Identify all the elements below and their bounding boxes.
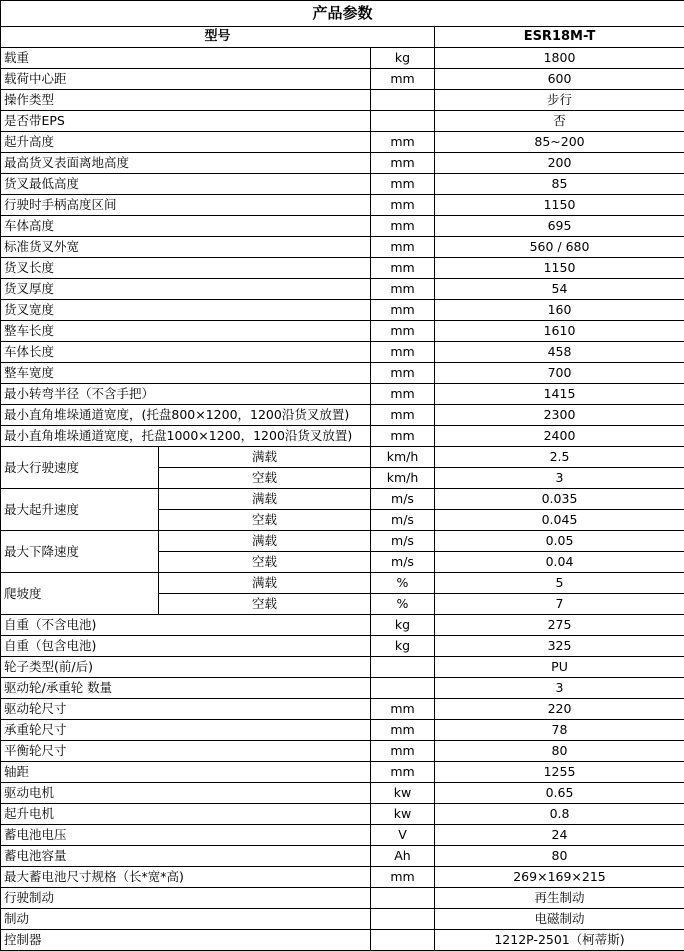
table-row — [1, 867, 684, 888]
param-value: 0.8 — [435, 804, 684, 825]
param-value: 1255 — [435, 762, 684, 783]
param-name: 最小转弯半径（不含手把） — [1, 384, 371, 405]
param-value: 325 — [435, 636, 684, 657]
table-row — [1, 342, 684, 363]
param-unit: m/s — [371, 552, 435, 573]
table-row — [1, 909, 684, 930]
condition-label: 空载 — [159, 594, 371, 615]
table-row — [1, 195, 684, 216]
param-name: 货叉长度 — [1, 258, 371, 279]
param-unit: kw — [371, 804, 435, 825]
table-row — [1, 636, 684, 657]
param-name: 平衡轮尺寸 — [1, 741, 371, 762]
table-row — [1, 657, 684, 678]
param-name: 整车宽度 — [1, 363, 371, 384]
table-row — [1, 216, 684, 237]
param-value: 步行 — [435, 90, 684, 111]
param-unit: mm — [371, 321, 435, 342]
param-unit — [371, 657, 435, 678]
param-name: 蓄电池容量 — [1, 846, 371, 867]
table-row — [1, 741, 684, 762]
param-unit: V — [371, 825, 435, 846]
table-row — [1, 447, 684, 468]
param-name: 最大蓄电池尺寸规格（长*宽*高) — [1, 867, 371, 888]
param-value: 85~200 — [435, 132, 684, 153]
header-row — [1, 27, 684, 48]
param-name: 控制器 — [1, 930, 371, 951]
table-row — [1, 90, 684, 111]
param-unit: m/s — [371, 510, 435, 531]
param-value: 否 — [435, 111, 684, 132]
param-name: 载重 — [1, 48, 371, 69]
table-row — [1, 930, 684, 951]
table-row — [1, 846, 684, 867]
param-value: 600 — [435, 69, 684, 90]
param-name: 货叉厚度 — [1, 279, 371, 300]
param-value: 1212P-2501（柯蒂斯) — [435, 930, 684, 951]
table-row — [1, 783, 684, 804]
param-name: 自重（不含电池) — [1, 615, 371, 636]
param-name: 驱动电机 — [1, 783, 371, 804]
param-name: 车体高度 — [1, 216, 371, 237]
param-unit: Ah — [371, 846, 435, 867]
param-name: 最高货叉表面离地高度 — [1, 153, 371, 174]
param-unit: mm — [371, 405, 435, 426]
condition-label: 满载 — [159, 573, 371, 594]
param-value: 再生制动 — [435, 888, 684, 909]
param-unit: mm — [371, 699, 435, 720]
param-unit: mm — [371, 300, 435, 321]
param-value: 85 — [435, 174, 684, 195]
param-unit: mm — [371, 153, 435, 174]
model-name: ESR18M-T — [435, 27, 684, 48]
param-value: 80 — [435, 846, 684, 867]
table-row — [1, 720, 684, 741]
condition-label: 满载 — [159, 489, 371, 510]
param-value: 54 — [435, 279, 684, 300]
param-unit: mm — [371, 426, 435, 447]
condition-label: 空载 — [159, 552, 371, 573]
param-value: 7 — [435, 594, 684, 615]
param-value: 1800 — [435, 48, 684, 69]
param-value: 560 / 680 — [435, 237, 684, 258]
param-unit: kg — [371, 615, 435, 636]
param-unit: mm — [371, 174, 435, 195]
param-value: 200 — [435, 153, 684, 174]
param-name: 爬坡度 — [1, 573, 159, 615]
param-value: 0.65 — [435, 783, 684, 804]
table-row — [1, 321, 684, 342]
param-value: 695 — [435, 216, 684, 237]
param-name: 承重轮尺寸 — [1, 720, 371, 741]
table-row — [1, 426, 684, 447]
param-name: 标准货叉外宽 — [1, 237, 371, 258]
param-unit: kg — [371, 48, 435, 69]
param-name: 行驶时手柄高度区间 — [1, 195, 371, 216]
title-row — [1, 1, 684, 27]
param-name: 车体长度 — [1, 342, 371, 363]
param-value: 2.5 — [435, 447, 684, 468]
param-unit: mm — [371, 216, 435, 237]
table-row — [1, 279, 684, 300]
param-value: 2400 — [435, 426, 684, 447]
table-row — [1, 615, 684, 636]
condition-label: 空载 — [159, 468, 371, 489]
param-unit: km/h — [371, 447, 435, 468]
param-unit — [371, 909, 435, 930]
header-label: 型号 — [1, 27, 435, 48]
param-unit: m/s — [371, 531, 435, 552]
param-value: 1415 — [435, 384, 684, 405]
param-name: 驱动轮尺寸 — [1, 699, 371, 720]
table-row — [1, 300, 684, 321]
param-name: 最大下降速度 — [1, 531, 159, 573]
param-value: 0.035 — [435, 489, 684, 510]
param-name: 驱动轮/承重轮 数量 — [1, 678, 371, 699]
table-row — [1, 384, 684, 405]
table-row — [1, 573, 684, 594]
condition-label: 满载 — [159, 447, 371, 468]
param-unit — [371, 111, 435, 132]
param-value: 220 — [435, 699, 684, 720]
table-row — [1, 111, 684, 132]
param-value: 1150 — [435, 195, 684, 216]
param-value: 275 — [435, 615, 684, 636]
param-name: 载荷中心距 — [1, 69, 371, 90]
table-row — [1, 153, 684, 174]
param-name: 最小直角堆垛通道宽度，托盘1000×1200，1200沿货叉放置) — [1, 426, 371, 447]
table-row — [1, 405, 684, 426]
param-name: 操作类型 — [1, 90, 371, 111]
param-name: 轴距 — [1, 762, 371, 783]
param-name: 行驶制动 — [1, 888, 371, 909]
table-title: 产品参数 — [1, 1, 684, 27]
param-name: 是否带EPS — [1, 111, 371, 132]
param-value: 700 — [435, 363, 684, 384]
param-value: 80 — [435, 741, 684, 762]
table-row — [1, 69, 684, 90]
param-name: 自重（包含电池) — [1, 636, 371, 657]
table-row — [1, 762, 684, 783]
param-value: 458 — [435, 342, 684, 363]
param-value: 2300 — [435, 405, 684, 426]
param-value: 3 — [435, 678, 684, 699]
param-name: 制动 — [1, 909, 371, 930]
param-unit: kg — [371, 636, 435, 657]
param-value: 0.045 — [435, 510, 684, 531]
param-unit: mm — [371, 384, 435, 405]
param-value: 24 — [435, 825, 684, 846]
param-value: 269×169×215 — [435, 867, 684, 888]
param-value: 160 — [435, 300, 684, 321]
table-row — [1, 531, 684, 552]
param-name: 货叉宽度 — [1, 300, 371, 321]
param-value: 1610 — [435, 321, 684, 342]
table-row — [1, 237, 684, 258]
param-value: 3 — [435, 468, 684, 489]
table-row — [1, 678, 684, 699]
condition-label: 满载 — [159, 531, 371, 552]
param-name: 起升电机 — [1, 804, 371, 825]
param-unit: mm — [371, 258, 435, 279]
param-unit: mm — [371, 237, 435, 258]
param-unit — [371, 888, 435, 909]
param-unit: mm — [371, 762, 435, 783]
param-name: 最大行驶速度 — [1, 447, 159, 489]
table-row — [1, 258, 684, 279]
param-name: 轮子类型(前/后) — [1, 657, 371, 678]
table-row — [1, 363, 684, 384]
param-unit: mm — [371, 867, 435, 888]
param-unit — [371, 678, 435, 699]
table-row — [1, 174, 684, 195]
table-row — [1, 825, 684, 846]
param-unit: mm — [371, 741, 435, 762]
param-unit: % — [371, 594, 435, 615]
table-row — [1, 804, 684, 825]
param-unit: % — [371, 573, 435, 594]
table-row — [1, 699, 684, 720]
param-name: 最大起升速度 — [1, 489, 159, 531]
param-value: 78 — [435, 720, 684, 741]
param-unit: m/s — [371, 489, 435, 510]
param-unit: mm — [371, 69, 435, 90]
table-row — [1, 132, 684, 153]
param-unit — [371, 930, 435, 951]
param-unit: km/h — [371, 468, 435, 489]
param-unit: mm — [371, 195, 435, 216]
param-name: 起升高度 — [1, 132, 371, 153]
param-value: 0.05 — [435, 531, 684, 552]
param-unit: mm — [371, 363, 435, 384]
param-unit: mm — [371, 342, 435, 363]
table-row — [1, 48, 684, 69]
param-unit: mm — [371, 720, 435, 741]
table-row — [1, 489, 684, 510]
param-unit: kw — [371, 783, 435, 804]
table-row — [1, 888, 684, 909]
condition-label: 空载 — [159, 510, 371, 531]
param-value: PU — [435, 657, 684, 678]
param-value: 电磁制动 — [435, 909, 684, 930]
param-name: 最小直角堆垛通道宽度，(托盘800×1200，1200沿货叉放置) — [1, 405, 371, 426]
param-value: 5 — [435, 573, 684, 594]
param-unit: mm — [371, 132, 435, 153]
param-unit: mm — [371, 279, 435, 300]
param-name: 货叉最低高度 — [1, 174, 371, 195]
param-name: 蓄电池电压 — [1, 825, 371, 846]
param-value: 1150 — [435, 258, 684, 279]
param-unit — [371, 90, 435, 111]
param-name: 整车长度 — [1, 321, 371, 342]
param-value: 0.04 — [435, 552, 684, 573]
